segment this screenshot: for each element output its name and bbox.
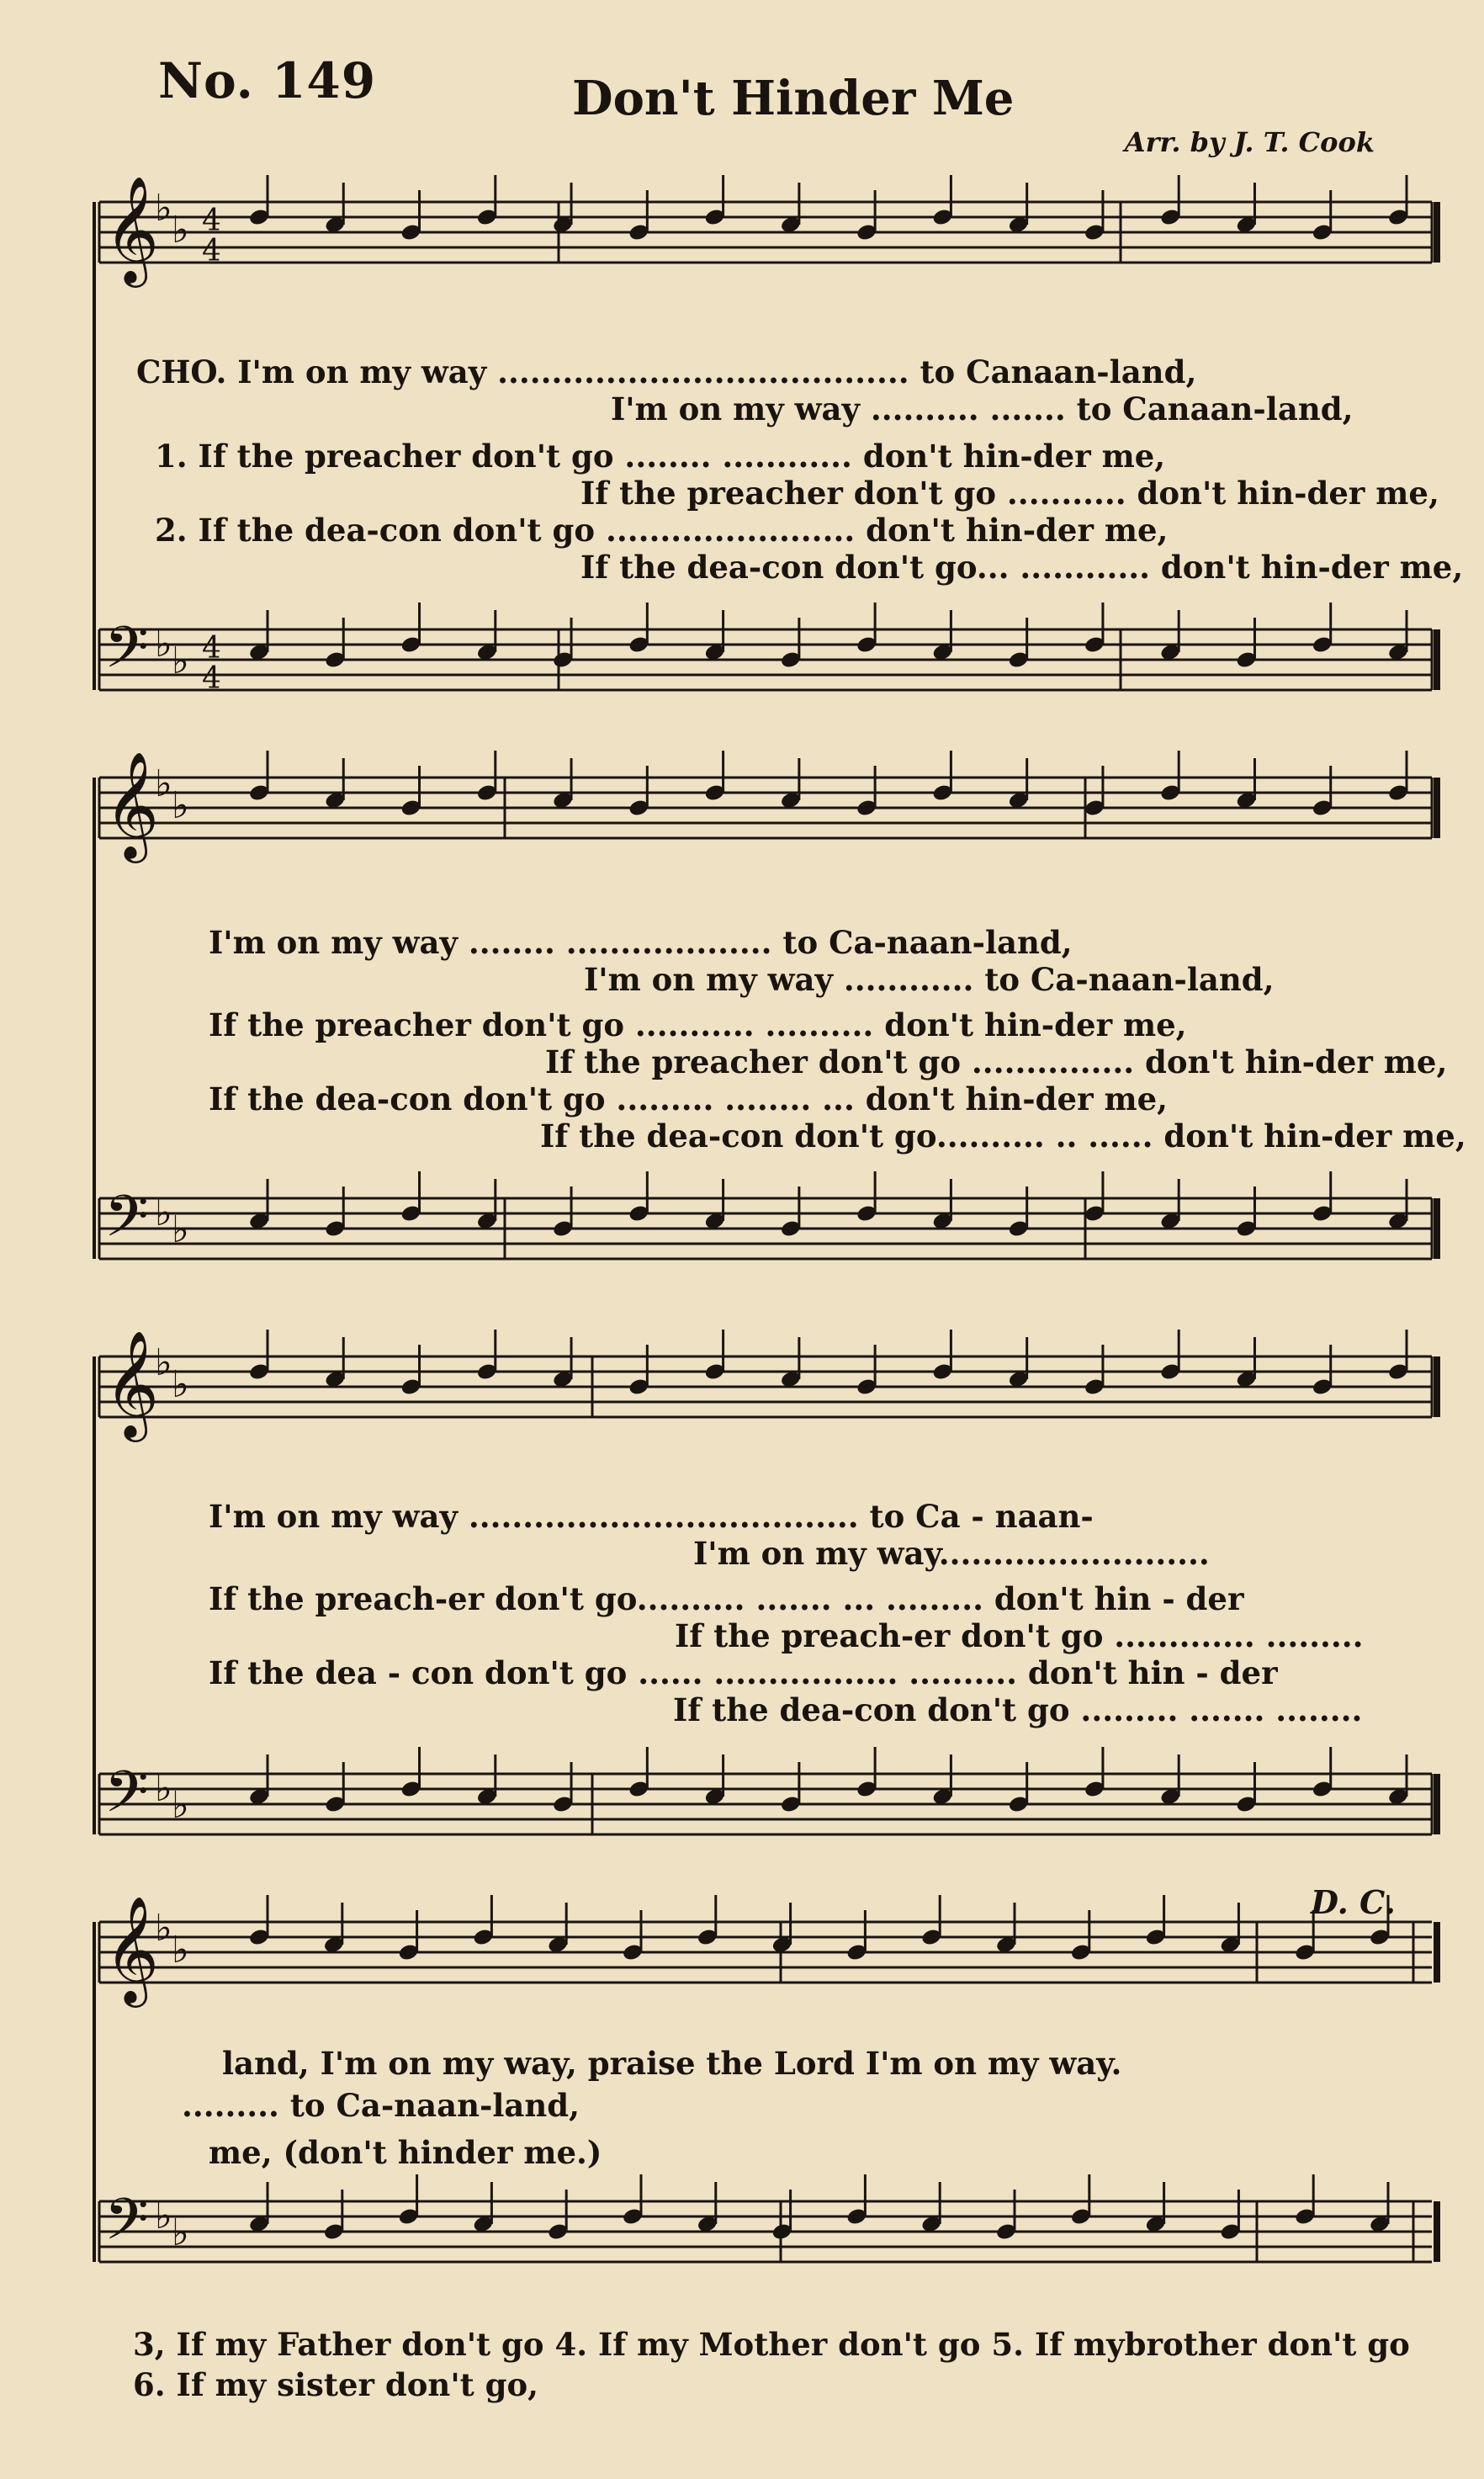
flat-icon: ♭ <box>155 2195 172 2237</box>
lyric-s1-l2: I'm on my way .......... ....... to Canaan-land, <box>611 390 1354 427</box>
bass-clef-icon: 𝄢 <box>104 2187 149 2267</box>
flat-icon: ♭ <box>172 640 189 682</box>
flat-icon: ♭ <box>172 1929 189 1972</box>
bass-clef-icon: 𝄢 <box>104 1760 149 1839</box>
lyric-s2-l4: If the preacher don't go ............... don't hin-der me, <box>545 1043 1448 1080</box>
flat-icon: ♭ <box>155 1767 172 1810</box>
hymn-number: No. 149 <box>158 52 377 109</box>
lyric-s2-l2: I'm on my way ............ to Ca-naan-land, <box>584 961 1275 998</box>
lyric-s1-l1: CHO. I'm on my way ...................................... to Canaan-land, <box>136 353 1197 390</box>
verses-line-1: 3, If my Father don't go 4. If my Mother don't go 5. If mybrother don't go <box>133 2326 1410 2363</box>
lyric-s1-l4: If the preacher don't go ........... don't hin-der me, <box>580 475 1439 512</box>
treble-clef-icon: 𝄞 <box>104 1330 160 1437</box>
flat-icon: ♭ <box>155 623 172 666</box>
lyric-s1-l3: 1. If the preacher don't go ........ ............ don't hin-der me, <box>155 438 1166 475</box>
flat-icon: ♭ <box>172 209 189 252</box>
lyric-s4-l2: ......... to Ca-naan-land, <box>182 2087 580 2124</box>
flat-icon: ♭ <box>155 1192 172 1234</box>
verses-line-2: 6. If my sister don't go, <box>133 2366 539 2403</box>
hymn-title: Don't Hinder Me <box>572 71 1015 126</box>
lyric-s3-l4: If the preach-er don't go ............. ......... <box>675 1617 1364 1654</box>
dc-marking: D. C. <box>1311 1883 1396 1921</box>
lyric-s3-l2: I'm on my way......................... <box>693 1535 1210 1572</box>
flat-icon: ♭ <box>172 1363 189 1406</box>
arranger-credit: Arr. by J. T. Cook <box>1124 126 1375 158</box>
time-signature: 4 <box>202 631 221 666</box>
lyric-s3-l6: If the dea-con don't go ......... ....... ........ <box>673 1691 1363 1728</box>
treble-clef-icon: 𝄞 <box>104 751 160 858</box>
flat-icon: ♭ <box>172 1208 189 1251</box>
flat-icon: ♭ <box>172 784 189 827</box>
lyric-s3-l1: I'm on my way .................................... to Ca - naan- <box>209 1498 1094 1535</box>
lyric-s3-l3: If the preach-er don't go.......... ....... ... ......... don't hin - der <box>209 1580 1244 1617</box>
lyric-s2-l1: I'm on my way ........ ................... to Ca-naan-land, <box>209 924 1073 961</box>
treble-clef-icon: 𝄞 <box>104 1895 160 2003</box>
flat-icon: ♭ <box>172 1784 189 1827</box>
lyric-s1-l6: If the dea-con don't go... ............ don't hin-der me, <box>580 549 1464 586</box>
flat-icon: ♭ <box>155 762 172 805</box>
time-signature: 4 <box>202 234 221 268</box>
bass-clef-icon: 𝄢 <box>104 615 149 695</box>
treble-clef-icon: 𝄞 <box>104 175 160 283</box>
lyric-s3-l5: If the dea - con don't go ...... ................. .......... don't hin - der <box>209 1654 1278 1691</box>
bass-clef-icon: 𝄢 <box>104 1184 149 1264</box>
time-signature: 4 <box>202 661 221 696</box>
lyric-s2-l3: If the preacher don't go ........... .......... don't hin-der me, <box>209 1006 1187 1043</box>
time-signature: 4 <box>202 204 221 238</box>
lyric-s2-l5: If the dea-con don't go ......... ........ ... don't hin-der me, <box>209 1080 1169 1117</box>
flat-icon: ♭ <box>155 187 172 230</box>
flat-icon: ♭ <box>155 1341 172 1384</box>
lyric-s4-l3: me, (don't hinder me.) <box>209 2134 602 2171</box>
flat-icon: ♭ <box>155 1907 172 1950</box>
lyric-s4-l1: land, I'm on my way, praise the Lord I'm on my way. <box>222 2045 1122 2082</box>
lyric-s1-l5: 2. If the dea-con don't go ....................... don't hin-der me, <box>155 512 1169 549</box>
flat-icon: ♭ <box>172 2211 189 2254</box>
lyric-s2-l6: If the dea-con don't go.......... .. ...... don't hin-der me, <box>540 1117 1466 1155</box>
